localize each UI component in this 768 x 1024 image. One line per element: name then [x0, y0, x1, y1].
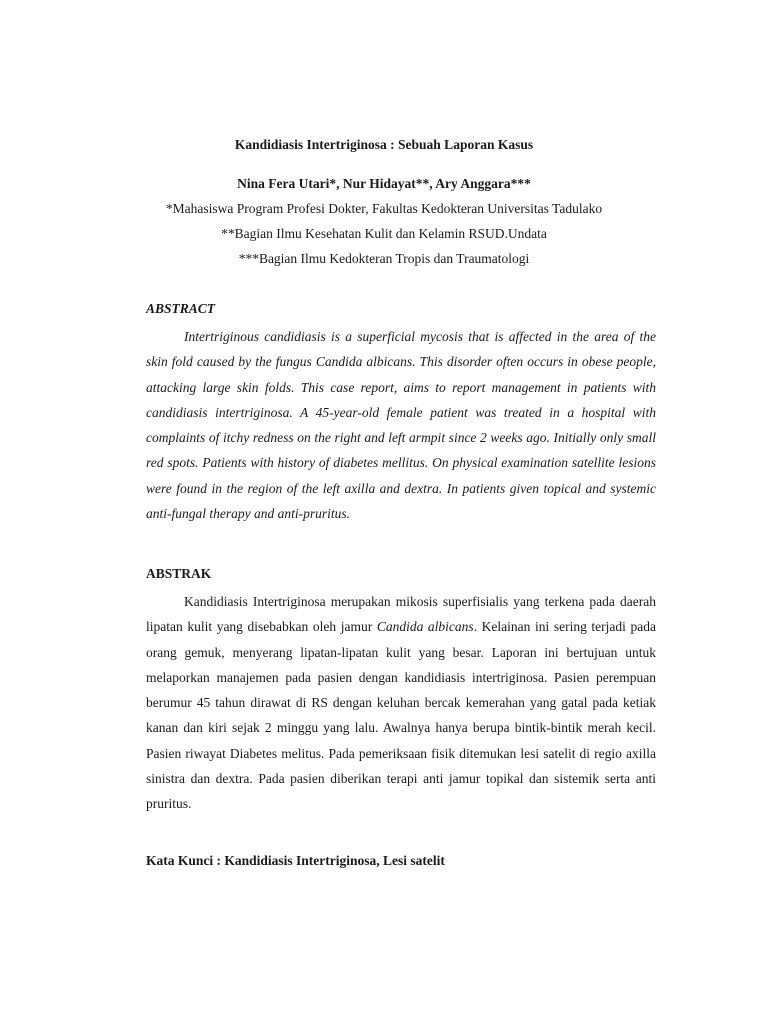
abstract-body: Intertriginous candidiasis is a superficial mycosis that is affected in the area of the skin fold caused by the fungus Candida albicans. This disorder often occurs in obese people, attacking large skin folds. This case report, aims to report management in patients with candidiasis intertriginosa. A 45-year-old female patient was treated in a hospital with complaints of itchy redness on the right and left armpit since 2 weeks ago. Initially only small red spots. Patients with history of diabetes mellitus. On physical examination satellite lesions were found in the region of the left axilla and dextra. In patients given topical and systemic anti-fungal therapy and anti-pruritus.: [146, 329, 656, 522]
affiliation-1: *Mahasiswa Program Profesi Dokter, Fakultas Kedokteran Universitas Tadulako: [165, 201, 603, 216]
paper-title: Kandidiasis Intertriginosa : Sebuah Laporan Kasus: [234, 137, 534, 152]
abstract-heading: ABSTRACT: [146, 301, 216, 316]
abstrak-heading: ABSTRAK: [146, 566, 212, 581]
affiliation-2: **Bagian Ilmu Kesehatan Kulit dan Kelamin RSUD.Undata: [221, 226, 547, 241]
abstrak-text-italic: Candida albicans: [376, 619, 474, 635]
abstrak-text-part1: Kandidiasis Intertriginosa merupakan mikosis superfisialis yang terkena pada daerah lipatan kulit yang disebabkan oleh jamur: [146, 594, 656, 635]
abstrak-body: [146, 589, 656, 817]
keywords-line: Kata Kunci : Kandidiasis Intertriginosa, Lesi satelit: [146, 853, 445, 868]
affiliation-3: ***Bagian Ilmu Kedokteran Tropis dan Traumatologi: [238, 251, 530, 266]
author-list: Nina Fera Utari*, Nur Hidayat**, Ary Anggara***: [237, 176, 531, 191]
abstrak-text-part2: . Kelainan ini sering terjadi pada orang gemuk, menyerang lipatan-lipatan kulit yang besar. Laporan ini bertujuan untuk melaporkan manajemen pada pasien dengan kandidiasis intertriginosa. Pasien perempuan berumur 45 tahun dirawat di RS dengan keluhan bercak kemerahan yang gatal pada ketiak kanan dan kiri sejak 2 minggu yang lalu. Awalnya hanya berupa bintik-bintik merah kecil. Pasien riwayat Diabetes melitus. Pada pemeriksaan fisik ditemukan lesi satelit di regio axilla sinistra dan dextra. Pada pasien diberikan terapi anti jamur topikal dan sistemik serta anti pruritus.: [146, 619, 656, 812]
